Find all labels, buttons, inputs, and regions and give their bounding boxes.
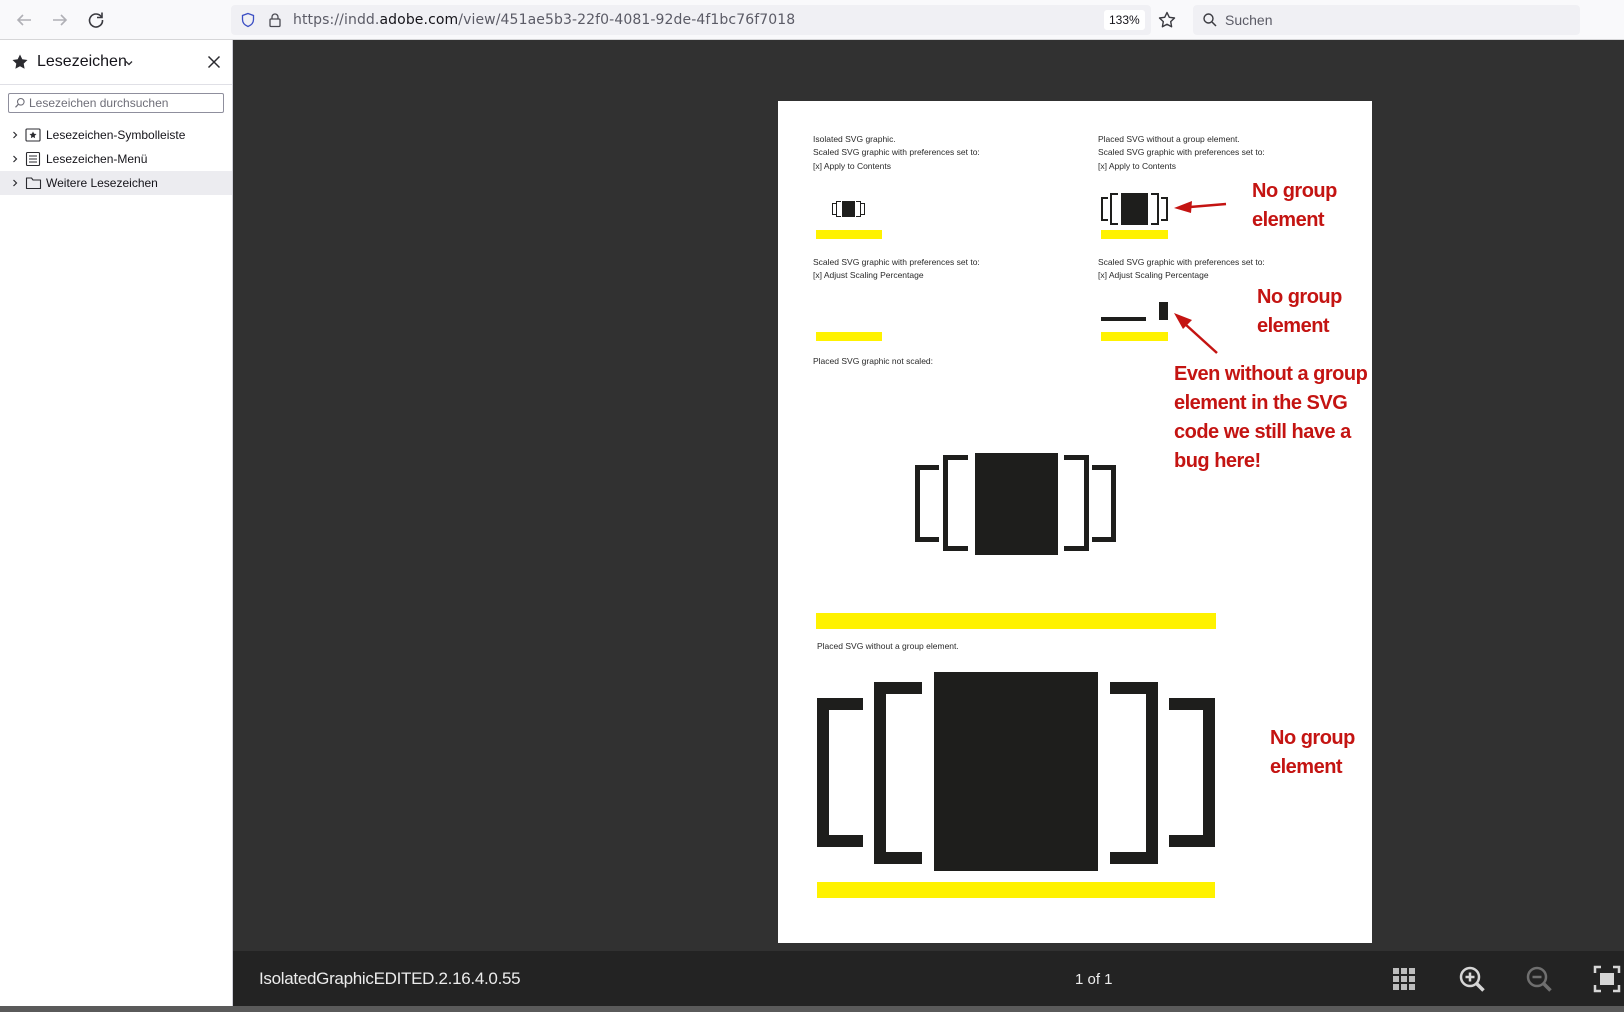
sidebar-header [0,40,232,85]
svg-fragment-block [1159,302,1168,320]
annotation-note: No group element [1270,727,1355,778]
caption-not-scaled: Placed SVG graphic not scaled: [813,356,934,366]
arrow-right-icon [48,8,72,32]
svg-graphic-unscaled [915,453,1117,555]
caption-nogroup-adjust: Scaled SVG graphic with preferences set to: [x] Adjust Scaling Percentage [1098,257,1265,281]
star-icon [11,53,29,71]
shield-icon[interactable] [240,12,256,28]
caption-isolated-apply: Isolated SVG graphic. Scaled SVG graphic with preferences set to: [x] Apply to Contents [813,134,980,171]
zoom-in-button[interactable] [1458,965,1486,993]
svg-graphic-small [832,201,866,217]
grid-icon [1390,965,1418,993]
arrow-left-icon [12,8,36,32]
browser-toolbar [0,0,1624,40]
zoom-in-icon [1458,965,1486,993]
yellow-marker [816,230,882,239]
bookmark-search-input[interactable] [29,95,219,111]
fit-screen-icon [1593,965,1621,993]
chevron-right-icon[interactable] [10,154,20,164]
search-icon [1202,12,1218,28]
svg-graphic-large [817,672,1215,871]
close-icon[interactable] [206,54,222,70]
caption-isolated-adjust: Scaled SVG graphic with preferences set to: [x] Adjust Scaling Percentage [813,257,980,281]
yellow-marker [816,613,1216,629]
bookmarks-toolbar-icon [25,127,41,143]
page-count: 1 of 1 [1075,971,1113,988]
back-button[interactable] [12,8,36,32]
sidebar-item-bookmarks-toolbar[interactable] [0,123,232,147]
grid-view-button[interactable] [1390,965,1418,993]
sidebar-item-label: Lesezeichen-Symbolleiste [46,128,186,142]
chevron-right-icon[interactable] [10,130,20,140]
caption-nogroup-apply: Placed SVG without a group element. Scaled SVG graphic with preferences set to: [x] Apply to Contents [1098,134,1265,171]
star-bookmark-icon[interactable] [1157,10,1177,30]
taskbar-strip [0,1006,1624,1012]
sidebar-item-label: Lesezeichen-Menü [46,152,148,166]
viewer-status-bar [233,951,1624,1006]
annotation-note: Even without a group element in the SVG code we still have a bug here! [1174,363,1368,472]
annotation-note: No group element [1252,180,1337,231]
yellow-marker [816,332,882,341]
sidebar-title[interactable]: Lesezeichen [37,53,127,70]
sidebar-item-bookmarks-menu[interactable] [0,147,232,171]
search-icon [14,97,26,109]
fit-page-button[interactable] [1593,965,1621,993]
forward-button[interactable] [48,8,72,32]
document-viewer [233,40,1624,1006]
zoom-level-badge[interactable]: 133% [1104,10,1145,30]
document-page [778,101,1372,943]
document-filename: IsolatedGraphicEDITED.2.16.4.0.55 [259,969,521,988]
svg-graphic-medium [1101,193,1168,225]
reload-icon [84,8,108,32]
search-placeholder: Suchen [1225,12,1273,28]
yellow-marker [1101,230,1168,239]
search-bar[interactable] [1193,5,1580,35]
sidebar-item-other-bookmarks[interactable] [0,171,232,195]
svg-fragment-bar [1101,317,1146,321]
yellow-marker [817,882,1215,898]
reload-button[interactable] [84,8,108,32]
bookmarks-sidebar [0,40,233,1006]
url-bar[interactable] [231,5,1151,35]
folder-icon [25,175,42,191]
annotation-arrow [1172,198,1227,216]
zoom-out-button[interactable] [1525,965,1553,993]
bookmarks-menu-icon [25,151,41,167]
chevron-right-icon[interactable] [10,178,20,188]
yellow-marker [1101,332,1168,341]
zoom-out-icon [1525,965,1553,993]
chevron-down-icon[interactable] [124,58,134,68]
url-text[interactable]: https://indd.adobe.com/view/451ae5b3-22f0-4081-92de-4f1bc76f7018 [293,12,796,28]
lock-icon[interactable] [267,12,283,28]
annotation-arrow [1171,310,1221,356]
annotation-note: No group element [1257,286,1342,337]
bookmark-search-field[interactable] [8,93,224,113]
caption-nogroup-large: Placed SVG without a group element. [817,641,959,651]
sidebar-item-label: Weitere Lesezeichen [46,176,158,190]
